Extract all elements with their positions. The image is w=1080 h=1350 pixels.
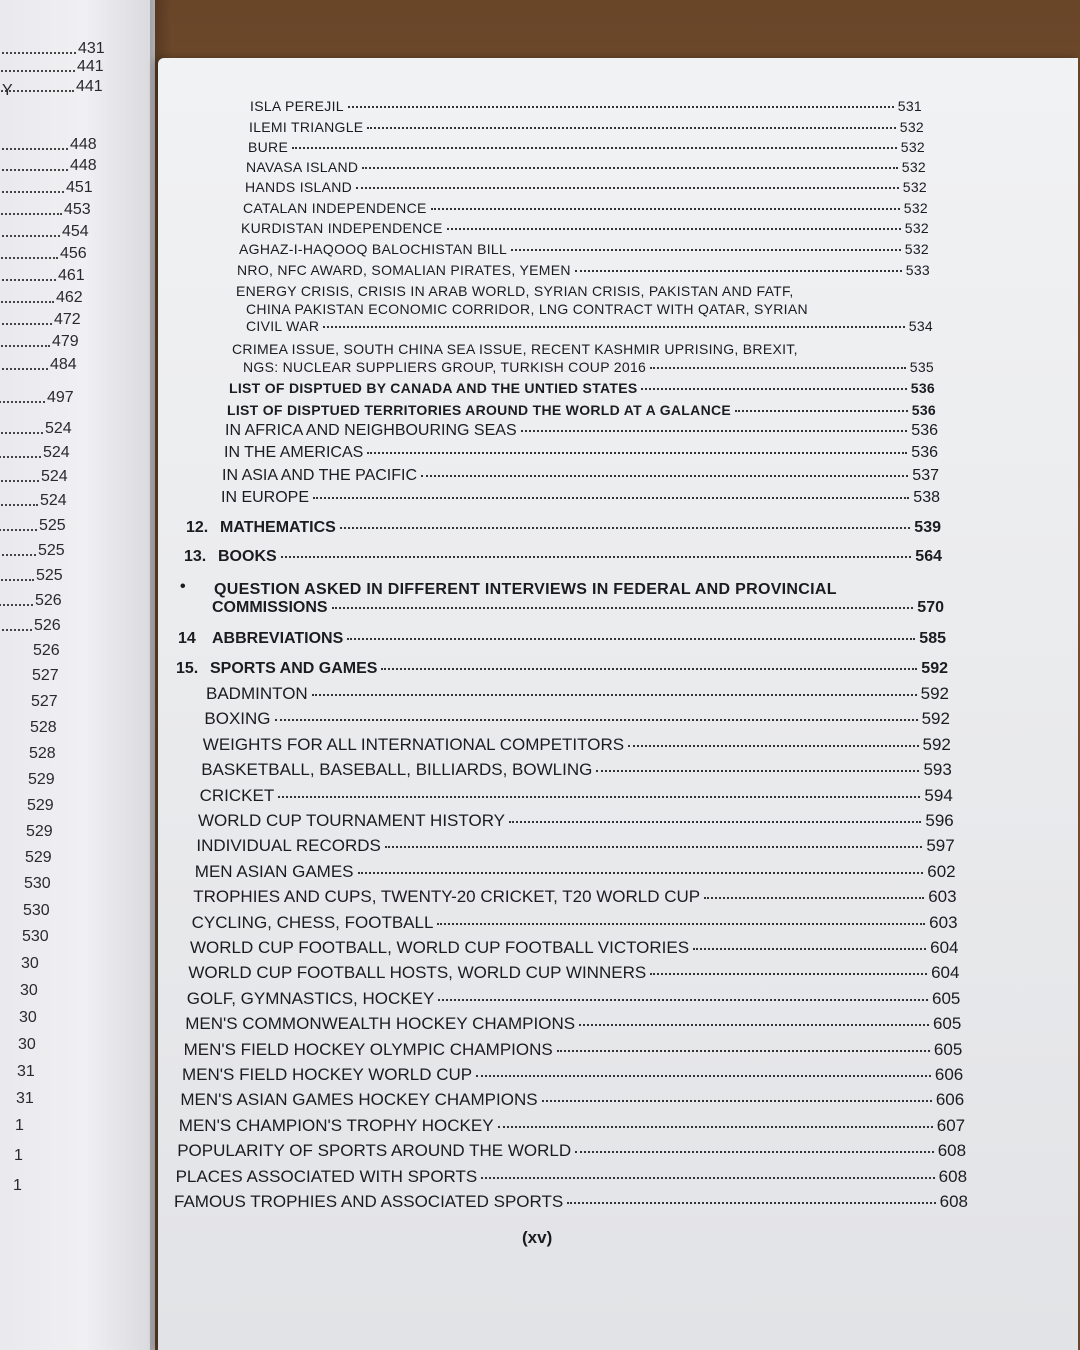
dot-leader [275,719,918,721]
left-page-number: 524 [40,492,67,509]
toc-entry-page: 532 [901,159,926,175]
dot-leader [521,430,908,432]
dot-leader [381,668,917,670]
toc-entry-label: WORLD CUP TOURNAMENT HISTORY [198,811,505,830]
toc-entry-page: 597 [926,836,955,856]
toc-entry-label: MEN'S FIELD HOCKEY WORLD CUP [182,1065,473,1084]
toc-chapter-page: 539 [914,519,941,536]
left-page-number: 454 [62,223,89,240]
toc-entry-label: IN EUROPE [221,489,310,506]
left-page-number: 529 [25,849,52,866]
toc-entry-region [224,444,938,462]
left-page-number: 529 [26,823,53,840]
left-page-number: 524 [45,420,72,437]
dot-leader [704,897,924,899]
left-page-number: 31 [17,1063,35,1080]
toc-entry-label: LIST OF DISPTUED BY CANADA AND THE UNTIED STATES [229,380,638,396]
toc-entry-label: MEN'S COMMONWEALTH HOCKEY CHAMPIONS [185,1014,576,1034]
toc-entry-energy-line3 [246,318,933,334]
toc-entry-region [222,467,939,485]
toc-entry [237,262,930,278]
dot-leader [575,1151,934,1153]
toc-entry-label: BOXING [204,709,271,729]
toc-entry-energy-line2: CHINA PAKISTAN ECONOMIC CORRIDOR, LNG CONTRACT WITH QATAR, SYRIAN [246,301,808,317]
left-page-number: 30 [20,982,38,999]
left-page-letter: Y [2,82,13,99]
toc-chapter-label [176,660,377,678]
toc-entry-label: LIST OF DISPTUED TERRITORIES AROUND THE WORLD AT A GALANCE [227,402,732,418]
left-page-number: 527 [31,693,58,710]
toc-entry-page: 532 [899,119,924,135]
left-page-number: 530 [22,928,49,945]
dot-leader [362,167,897,169]
left-page-number: 527 [32,667,59,684]
toc-entry-label: FAMOUS TROPHIES AND ASSOCIATED SPORTS [174,1192,564,1211]
toc-entry-sport [198,811,954,831]
left-page-number: 524 [41,468,68,485]
dot-leader [421,475,908,477]
dot-leader [481,1177,934,1179]
toc-chapter-page: 592 [921,660,948,677]
toc-entry [249,119,924,135]
toc-entry-label: IN ASIA AND THE PACIFIC [222,467,418,484]
toc-entry-label: NAVASA ISLAND [246,159,359,175]
toc-entry-page: 536 [911,422,938,439]
dot-leader [735,410,908,412]
toc-entry-page: 607 [936,1115,966,1135]
left-page-number: 431 [78,40,105,57]
toc-entry-disputed [227,402,936,418]
toc-entry-page: 606 [935,1090,965,1110]
toc-entry-sport [193,887,956,907]
dot-leader [367,452,907,454]
dot-leader [385,846,922,848]
toc-entry-label: KURDISTAN INDEPENDENCE [241,220,443,236]
left-page-number: 484 [50,356,77,373]
toc-entry-sport [177,1141,966,1161]
dot-leader [348,106,894,108]
toc-entry-label: CATALAN INDEPENDENCE [243,200,427,216]
toc-entry-page: 602 [927,861,956,881]
toc-entry-page: 605 [932,988,961,1008]
left-page-number: 479 [52,333,79,350]
toc-entry-page: 596 [925,811,954,830]
toc-entry-page: 532 [904,241,929,257]
dot-leader [431,208,900,210]
toc-entry [250,98,922,114]
left-page-number: 31 [16,1090,34,1107]
toc-entry-page: 608 [937,1141,967,1161]
toc-entry-label: POPULARITY OF SPORTS AROUND THE WORLD [177,1141,572,1161]
dot-leader [340,527,910,529]
toc-entry-sport [195,862,956,882]
toc-entry-sport [176,1167,967,1187]
left-page-number: 530 [24,875,51,892]
toc-entry-label: MEN'S FIELD HOCKEY OLYMPIC CHAMPIONS [183,1039,553,1059]
toc-entry-label: MEN ASIAN GAMES [194,861,354,881]
toc-entry-label: MEN'S ASIAN GAMES HOCKEY CHAMPIONS [180,1090,538,1110]
toc-entry-sport [182,1065,963,1085]
dot-leader [278,796,920,798]
left-page-number: 529 [27,797,54,814]
toc-entry-page: 604 [931,963,960,983]
toc-entry-label: IN AFRICA AND NEIGHBOURING SEAS [225,422,517,439]
toc-entry-page: 603 [928,887,957,907]
chapter-number: 15. [176,660,199,677]
chapter-title: BOOKS [218,548,277,565]
left-page-number: 441 [76,78,103,95]
toc-entry-label: TROPHIES AND CUPS, TWENTY-20 CRICKET, T20 WORLD CUP [193,887,701,907]
dot-leader [641,388,906,390]
toc-entry-sport [187,989,961,1009]
toc-entry-crimea-line2 [243,359,934,375]
left-page-number: 525 [38,542,65,559]
toc-entry-label: CIVIL WAR [246,318,320,334]
toc-entry-sport [203,735,951,755]
dot-leader [313,497,909,499]
toc-entry-page: 606 [934,1065,964,1084]
chapter-number: 12. [186,519,209,536]
toc-entry-sport [174,1192,968,1212]
left-page-number: 530 [23,902,50,919]
bullet-icon: • [180,578,186,595]
toc-entry [246,159,926,175]
toc-entry [245,179,927,195]
left-page-number: 461 [58,267,85,284]
toc-entry-label: HANDS ISLAND [245,179,353,195]
toc-entry-page: 604 [930,938,959,957]
toc-entry-label: AGHAZ-I-HAQOOQ BALOCHISTAN BILL [239,241,508,257]
toc-entry-label: NGS: NUCLEAR SUPPLIERS GROUP, TURKISH COUP 2016 [243,359,647,375]
chapter-title: SPORTS AND GAMES [210,660,378,677]
toc-entry-energy-line1: ENERGY CRISIS, CRISIS IN ARAB WORLD, SYRIAN CRISIS, PAKISTAN AND FATF, [236,283,794,299]
toc-entry-page: 592 [921,709,950,729]
dot-leader [628,745,918,747]
left-page-number: 448 [70,136,97,153]
dot-leader [579,1024,929,1026]
dot-leader [575,270,902,272]
dot-leader [650,367,906,369]
toc-entry-label: PLACES ASSOCIATED WITH SPORTS [175,1166,478,1186]
toc-entry-region [221,489,940,507]
toc-entry-page: 608 [938,1166,968,1186]
toc-entry-label: INDIVIDUAL RECORDS [196,836,381,856]
left-page-number: 525 [36,567,63,584]
toc-entry-page: 532 [904,220,929,236]
toc-entry [248,139,925,155]
dot-leader [511,249,901,251]
toc-entry-page: 536 [911,402,936,418]
dot-leader [542,1100,932,1102]
toc-chapter-label [178,630,343,648]
left-page-number: 529 [28,771,55,788]
left-page-number: 526 [34,617,61,634]
toc-entry-sport [196,836,954,856]
dot-leader [567,1202,935,1204]
toc-entry-sport [184,1040,963,1060]
toc-entry-sport [204,709,950,729]
toc-entry [241,220,929,236]
left-page-number: 30 [21,955,39,972]
left-page-number: 528 [29,745,56,762]
toc-entry-page: 533 [905,262,930,278]
left-page-number: 441 [77,58,104,75]
toc-entry-page: 537 [912,467,939,484]
toc-chapter [176,660,948,678]
toc-entry-page: 531 [897,98,922,114]
toc-entry-page: 593 [923,760,952,780]
toc-entry-page: 535 [909,359,934,375]
left-page-number: 30 [19,1009,37,1026]
left-page-number: 453 [64,201,91,218]
chapter-title: MATHEMATICS [220,519,336,536]
toc-entry-label: COMMISSIONS [212,599,328,616]
left-page-number: 472 [54,311,81,328]
left-page-number: 462 [56,289,83,306]
dot-leader [596,770,919,772]
dot-leader [498,1126,933,1128]
toc-entry-label: BADMINTON [206,684,308,703]
toc-entry-label: NRO, NFC AWARD, SOMALIAN PIRATES, YEMEN [237,262,571,278]
toc-entry-page: 605 [933,1039,963,1059]
toc-entry-label: ISLA PEREJIL [250,98,344,114]
dot-leader [438,999,928,1001]
dot-leader [323,326,905,328]
left-page-number: 456 [60,245,87,262]
toc-entry-page: 594 [924,785,953,805]
toc-entry-label: WORLD CUP FOOTBALL, WORLD CUP FOOTBALL VICTORIES [190,938,690,957]
toc-entry-sport [206,684,949,704]
left-page-number: 526 [35,592,62,609]
toc-entry-sport [180,1090,964,1110]
dot-leader [312,694,917,696]
toc-entry-page: 536 [910,380,935,396]
dot-leader [347,638,915,640]
toc-entry-crimea-line1: CRIMEA ISSUE, SOUTH CHINA SEA ISSUE, RECENT KASHMIR UPRISING, BREXIT, [232,341,798,357]
toc-entry-page: 570 [917,599,944,616]
toc-entry-page: 608 [939,1192,968,1211]
toc-entry-label: BASKETBALL, BASEBALL, BILLIARDS, BOWLING [201,760,593,780]
left-page-number: 448 [70,157,97,174]
toc-entry-sport [200,786,953,806]
toc-entry-page: 605 [932,1014,962,1034]
toc-entry-sport [201,760,952,780]
left-page-number: 30 [18,1036,36,1053]
toc-entry-label: IN THE AMERICAS [224,444,364,461]
dot-leader [367,127,895,129]
toc-entry-page: 534 [908,318,933,334]
toc-entry-label: GOLF, GYMNASTICS, HOCKEY [186,988,435,1008]
toc-chapter-label [184,548,277,566]
toc-entry-interviews-line1: QUESTION ASKED IN DIFFERENT INTERVIEWS IN FEDERAL AND PROVINCIAL [214,581,837,598]
left-page-number: 525 [39,517,66,534]
dot-leader [358,872,924,874]
left-page-number: 524 [43,444,70,461]
toc-entry-label: WEIGHTS FOR ALL INTERNATIONAL COMPETITORS [202,734,625,754]
left-page-number: 528 [30,719,57,736]
chapter-title: ABBREVIATIONS [212,630,344,647]
toc-entry-label: CYCLING, CHESS, FOOTBALL [191,912,434,932]
toc-chapter-page: 564 [915,548,942,565]
toc-entry-label: BURE [248,139,289,155]
toc-chapter-page: 585 [919,630,946,647]
dot-leader [356,187,899,189]
dot-leader [509,821,921,823]
left-page-number: 1 [14,1147,23,1164]
toc-entry [243,200,928,216]
toc-entry-sport [190,938,959,958]
toc-chapter [184,548,942,566]
toc-entry-sport [179,1116,965,1136]
toc-chapter [178,630,946,648]
toc-entry [239,241,929,257]
left-page-number: 1 [13,1177,22,1194]
left-page-number: 1 [15,1117,24,1134]
dot-leader [292,147,897,149]
left-page-number: 526 [33,642,60,659]
toc-entry-disputed [229,380,935,396]
dot-leader [437,923,925,925]
dot-leader [650,973,927,975]
left-page-number: 451 [66,179,93,196]
dot-leader [557,1050,930,1052]
toc-entry-interviews-line2 [212,599,944,617]
dot-leader [281,556,912,558]
toc-entry-page: 592 [922,734,951,754]
toc-entry-sport [192,913,958,933]
dot-leader [693,948,926,950]
page-number-footer: (xv) [522,1228,553,1247]
toc-entry-region [225,422,938,440]
toc-entry-page: 603 [929,912,958,932]
toc-chapter-label [186,519,336,537]
toc-entry-page: 532 [900,139,925,155]
toc-chapter [186,519,941,537]
toc-entry-page: 592 [920,684,949,703]
toc-entry-sport [188,963,959,983]
toc-entry-page: 538 [913,489,940,506]
dot-leader [476,1075,931,1077]
dot-leader [447,228,901,230]
toc-entry-label: ILEMI TRIANGLE [249,119,364,135]
left-page-number: 497 [47,389,74,406]
toc-entry-label: MEN'S CHAMPION'S TROPHY HOCKEY [178,1115,494,1135]
chapter-number: 14 [178,630,196,647]
toc-entry-page: 532 [903,200,928,216]
chapter-number: 13. [184,548,207,565]
toc-entry-sport [185,1014,961,1034]
toc-entry-page: 532 [902,179,927,195]
toc-entry-label: CRICKET [199,785,275,805]
dot-leader [332,607,914,609]
toc-entry-label: WORLD CUP FOOTBALL HOSTS, WORLD CUP WINNERS [188,963,647,983]
toc-entry-page: 536 [911,444,938,461]
